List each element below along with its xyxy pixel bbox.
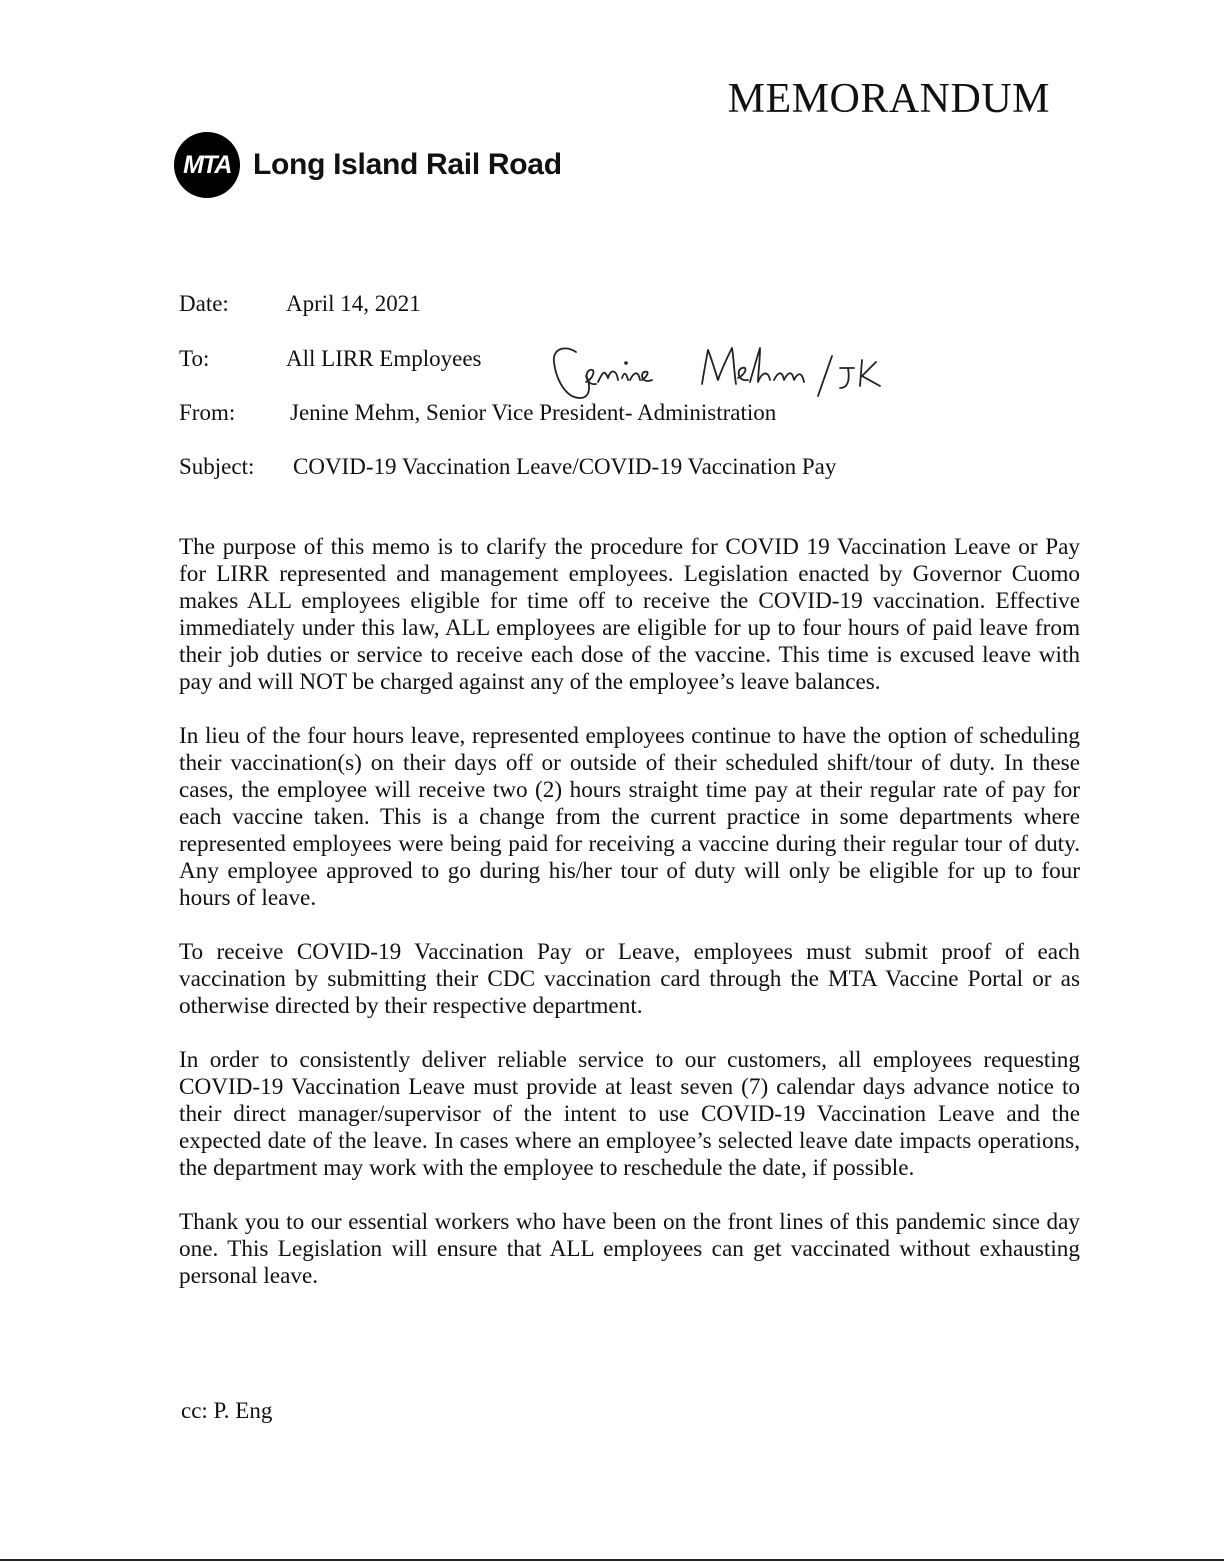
memo-body bbox=[179, 534, 1080, 1317]
subject-label: Subject: bbox=[179, 454, 255, 479]
lirr-logo bbox=[174, 132, 562, 198]
memo-title: MEMORANDUM bbox=[727, 76, 1050, 122]
subject-value: COVID-19 Vaccination Leave/COVID-19 Vaccination Pay bbox=[293, 454, 837, 479]
date-value: April 14, 2021 bbox=[286, 291, 421, 316]
from-label: From: bbox=[179, 400, 236, 425]
to-label: To: bbox=[179, 346, 210, 371]
cc-line: cc: P. Eng bbox=[181, 1398, 273, 1423]
body-paragraph: Thank you to our essential workers who have been on the front lines of this pandemic since day one. This Legislation will ensure that ALL employees can get vaccinated without exhausting personal leave. bbox=[179, 1209, 1080, 1289]
from-value: Jenine Mehm, Senior Vice President- Administration bbox=[290, 400, 777, 425]
body-paragraph: In order to consistently deliver reliable service to our customers, all employees requesting COVID-19 Vaccination Leave must provide at least seven (7) calendar days advance notice to their direct manager/supervisor of the intent to use COVID-19 Vaccination Leave and the expected date of the leave. In cases where an employee’s selected leave date impacts operations, the department may work with the employee to reschedule the date, if possible. bbox=[179, 1047, 1080, 1181]
mta-logo-icon bbox=[174, 132, 240, 198]
body-paragraph: The purpose of this memo is to clarify the procedure for COVID 19 Vaccination Leave or Pay for LIRR represented and management employees. Legislation enacted by Governor Cuomo makes ALL employees eligible for time off to receive the COVID-19 vaccination. Effective immediately under this law, ALL employees are eligible for up to four hours of paid leave from their job duties or service to receive each dose of the vaccine. This time is excused leave with pay and will NOT be charged against any of the employee’s leave balances. bbox=[179, 534, 1080, 695]
body-paragraph: In lieu of the four hours leave, represented employees continue to have the option of scheduling their vaccination(s) on their days off or outside of their scheduled shift/tour of duty. In these cases, the employee will receive two (2) hours straight time pay at their regular rate of pay for each vaccine taken. This is a change from the current practice in some departments where represented employees were being paid for receiving a vaccine during their regular tour of duty. Any employee approved to go during his/her tour of duty will only be eligible for up to four hours of leave. bbox=[179, 723, 1080, 911]
body-paragraph: To receive COVID-19 Vaccination Pay or Leave, employees must submit proof of each vaccination by submitting their CDC vaccination card through the MTA Vaccine Portal or as otherwise directed by their respective department. bbox=[179, 939, 1080, 1019]
handwritten-signature bbox=[550, 338, 900, 418]
organization-name: Long Island Rail Road bbox=[253, 148, 562, 181]
to-value: All LIRR Employees bbox=[286, 346, 482, 371]
date-label: Date: bbox=[179, 291, 229, 316]
page-bottom-edge bbox=[0, 1559, 1224, 1561]
mta-logo-text: MTA bbox=[183, 150, 231, 179]
